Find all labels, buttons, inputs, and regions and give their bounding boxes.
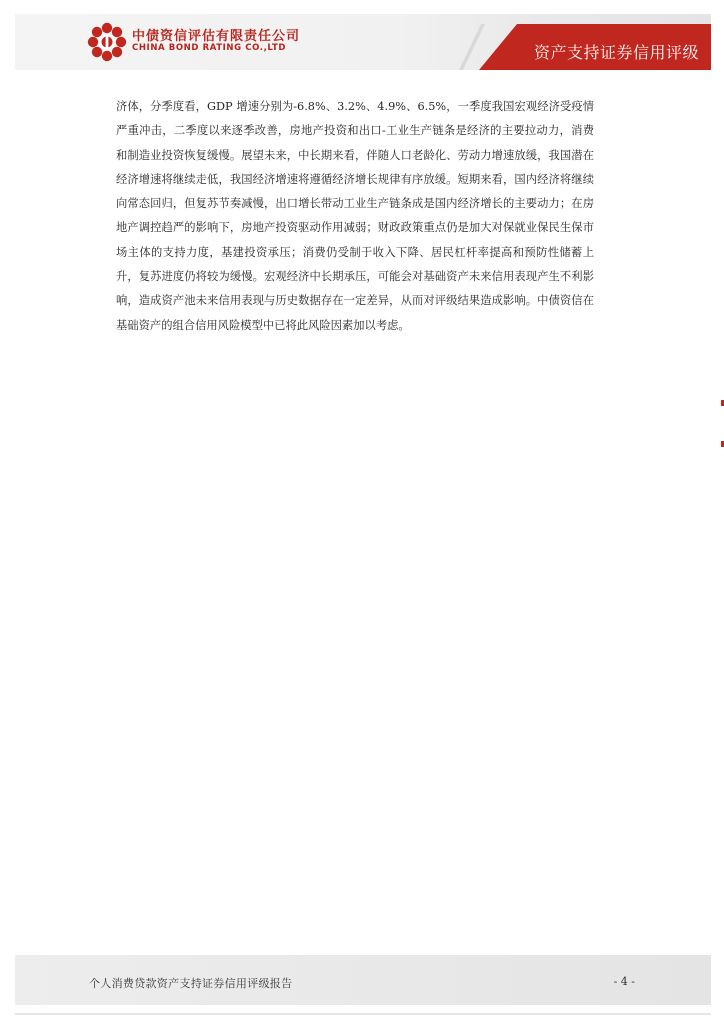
company-name-en: CHINA BOND RATING CO.,LTD bbox=[132, 43, 287, 53]
report-type-label: 资产支持证券信用评级 bbox=[533, 43, 699, 62]
bottom-divider bbox=[15, 1013, 711, 1015]
page-number: - 4 - bbox=[613, 975, 635, 988]
header-shade-decoration bbox=[459, 24, 485, 70]
page-header bbox=[15, 14, 711, 70]
body-content bbox=[116, 95, 594, 338]
body-paragraph: 济体，分季度看，GDP 增速分别为-6.8%、3.2%、4.9%、6.5%，一季度我国宏观经济受疫情严重冲击，二季度以来逐季改善，房地产投资和出口-工业生产链条是经济的主要拉动力，消费和制造业投资恢复缓慢。展望未来，中长期来看，伴随人口老龄化、劳动力增速放缓，我国潜在经济增速将继续走低，我国经济增速将遵循经济增长规律有序放缓。短期来看，国内经济将继续向常态回归，但复苏节奏减慢，出口增长带动工业生产链条成是国内经济增长的主要动力；在房地产调控趋严的影响下，房地产投资驱动作用减弱；财政政策重点仍是加大对保就业保民生保市场主体的支持力度，基建投资承压；消费仍受制于收入下降、居民杠杆率提高和预防性储蓄上升，复苏进度仍将较为缓慢。宏观经济中长期承压，可能会对基础资产未来信用表现产生不利影响，造成资产池未来信用表现与历史数据存在一定差异，从而对评级结果造成影响。中债资信在基础资产的组合信用风险模型中已将此风险因素加以考虑。 bbox=[116, 100, 594, 332]
flower-logo-icon bbox=[87, 22, 127, 62]
page-footer bbox=[15, 955, 711, 1005]
footer-report-title: 个人消费贷款资产支持证券信用评级报告 bbox=[89, 977, 293, 990]
company-name-cn: 中债资信评估有限责任公司 bbox=[132, 29, 301, 44]
